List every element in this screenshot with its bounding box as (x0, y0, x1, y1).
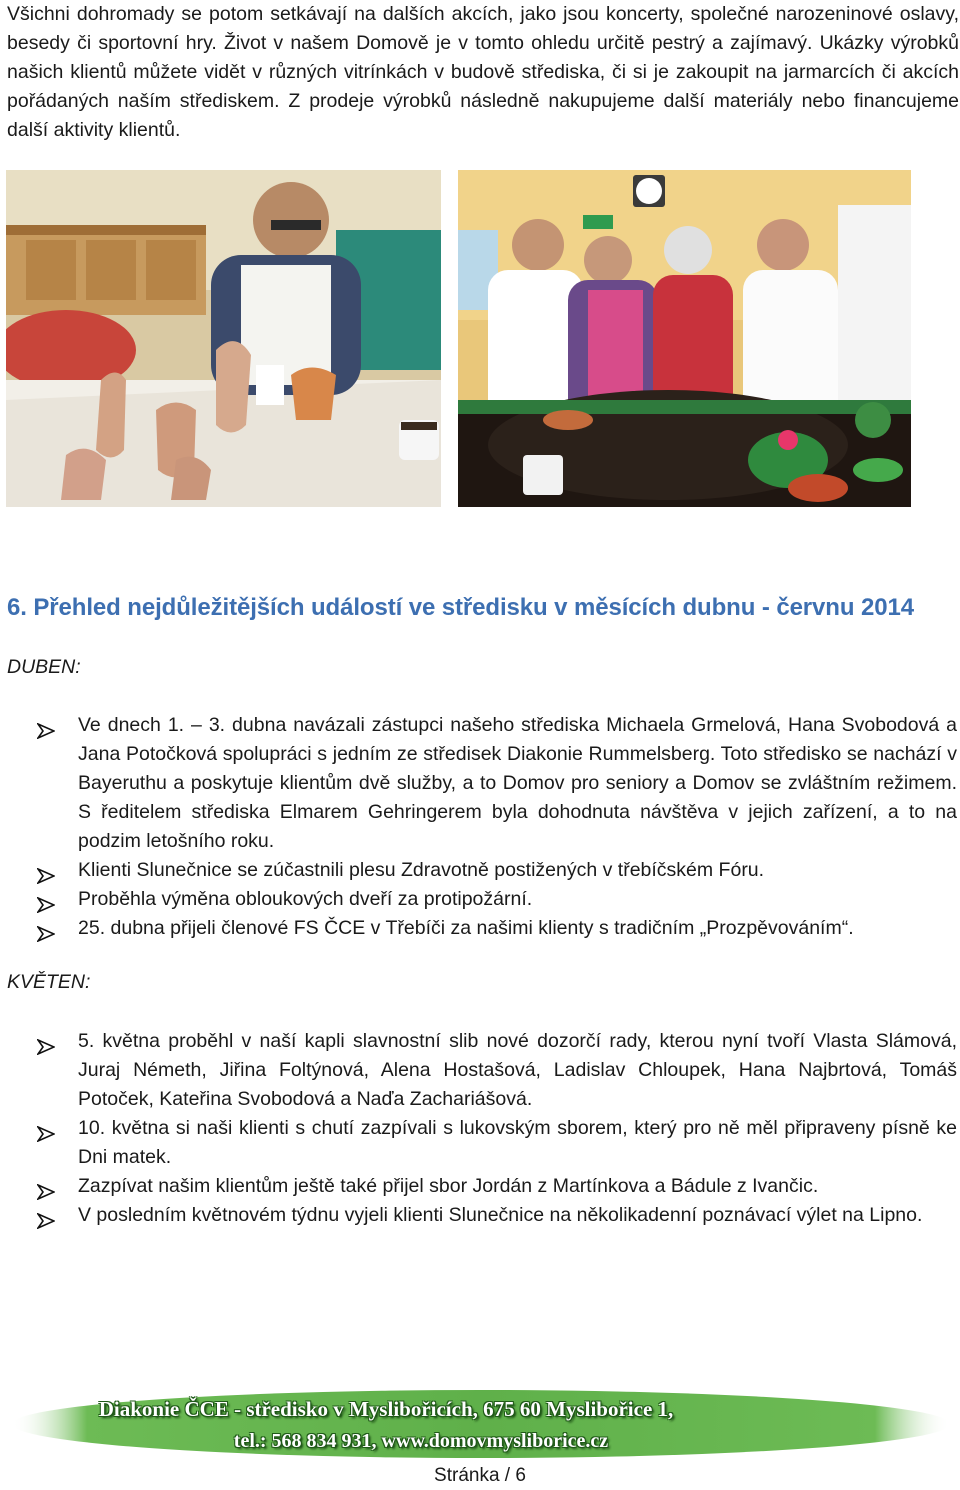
event-text: Proběhla výměna obloukových dveří za protipožární. (78, 888, 533, 910)
list-item (0, 711, 960, 856)
list-item (0, 1172, 960, 1201)
list-item (0, 885, 960, 914)
arrow-bullet-icon (37, 1122, 55, 1138)
arrow-bullet-icon (37, 864, 55, 880)
list-item (0, 914, 960, 943)
footer-address: Diakonie ČCE - středisko v Myslibořicích, 675 60 Myslibořice 1, (98, 1397, 674, 1421)
list-item (0, 856, 960, 885)
list-item (0, 1114, 960, 1172)
event-text: V posledním květnovém týdnu vyjeli klienti Slunečnice na několikadenní poznávací výlet na Lipno. (78, 1204, 923, 1226)
list-item (0, 1027, 960, 1114)
event-text: Zazpívat našim klientům ještě také přijel sbor Jordán z Martínkova a Bádule z Ivančic. (78, 1175, 819, 1197)
footer-contact: tel.: 568 834 931, www.domovmysliborice.cz (233, 1430, 609, 1452)
gardening-activity-photo (458, 170, 911, 507)
gardening-activity-image (458, 170, 911, 507)
event-text: Ve dnech 1. – 3. dubna navázali zástupci našeho střediska Michaela Grmelová, Hana Svobodová a Jana Potočková spolupráci s jedním ze středisek Diakonie Rummelsberg. Toto středisko se nachází v Bayeruthu a poskytuje klientům dvě služby, a to Domov pro seniory a Domov se zvláštním režimem. S ředitelem střediska Elmarem Gehringerem byla dohodnuta návštěva v jejich zařízení, a to na podzim letošního roku. (78, 714, 957, 852)
pottery-workshop-image (6, 170, 441, 507)
arrow-bullet-icon (37, 1209, 55, 1225)
intro-text: Všichni dohromady se potom setkávají na dalších akcích, jako jsou koncerty, společné narozeninové oslavy, besedy či sportovní hry. Život v našem Domově je v tomto ohledu určitě pestrý a zajímavý. Ukázky výrobků našich klientů můžete vidět v různých vitrínkách v budově střediska, či si je zakoupit na jarmarcích či akcích pořádaných naším střediskem. Z prodeje výrobků následně nakupujeme další materiály nebo financujeme další aktivity klientů. (7, 3, 959, 141)
month-label-duben: DUBEN: (7, 656, 81, 678)
section-heading: 6. Přehled nejdůležitějších událostí ve středisku v měsících dubnu - červnu 2014 (7, 594, 914, 621)
arrow-bullet-icon (37, 1035, 55, 1051)
month-label-kveten: KVĚTEN: (7, 971, 91, 993)
event-text: 10. května si naši klienti s chutí zazpívali s lukovským sborem, který pro ně měl připraveny písně ke Dni matek. (78, 1117, 957, 1168)
events-list-kveten (0, 1027, 960, 1230)
arrow-bullet-icon (37, 719, 55, 735)
arrow-bullet-icon (37, 1180, 55, 1196)
intro-paragraph (7, 0, 959, 145)
page-number: Stránka / 6 (434, 1465, 526, 1486)
pottery-workshop-photo (6, 170, 441, 507)
events-list-duben (0, 711, 960, 943)
arrow-bullet-icon (37, 893, 55, 909)
footer-banner (12, 1390, 950, 1458)
list-item (0, 1201, 960, 1230)
event-text: Klienti Slunečnice se zúčastnili plesu Zdravotně postižených v třebíčském Fóru. (78, 859, 765, 881)
event-text: 25. dubna přijeli členové FS ČCE v Třebíči za našimi klienty s tradičním „Prozpěvováním“. (78, 917, 854, 939)
event-text: 5. května proběhl v naší kapli slavnostní slib nové dozorčí rady, kterou nyní tvoří Vlasta Slámová, Juraj Németh, Jiřina Foltýnová, Alena Hostašová, Ladislav Chloupek, Hana Najbrtová, Tomáš Potoček, Kateřina Svobodová a Naďa Zachariášová. (78, 1030, 957, 1110)
arrow-bullet-icon (37, 922, 55, 938)
